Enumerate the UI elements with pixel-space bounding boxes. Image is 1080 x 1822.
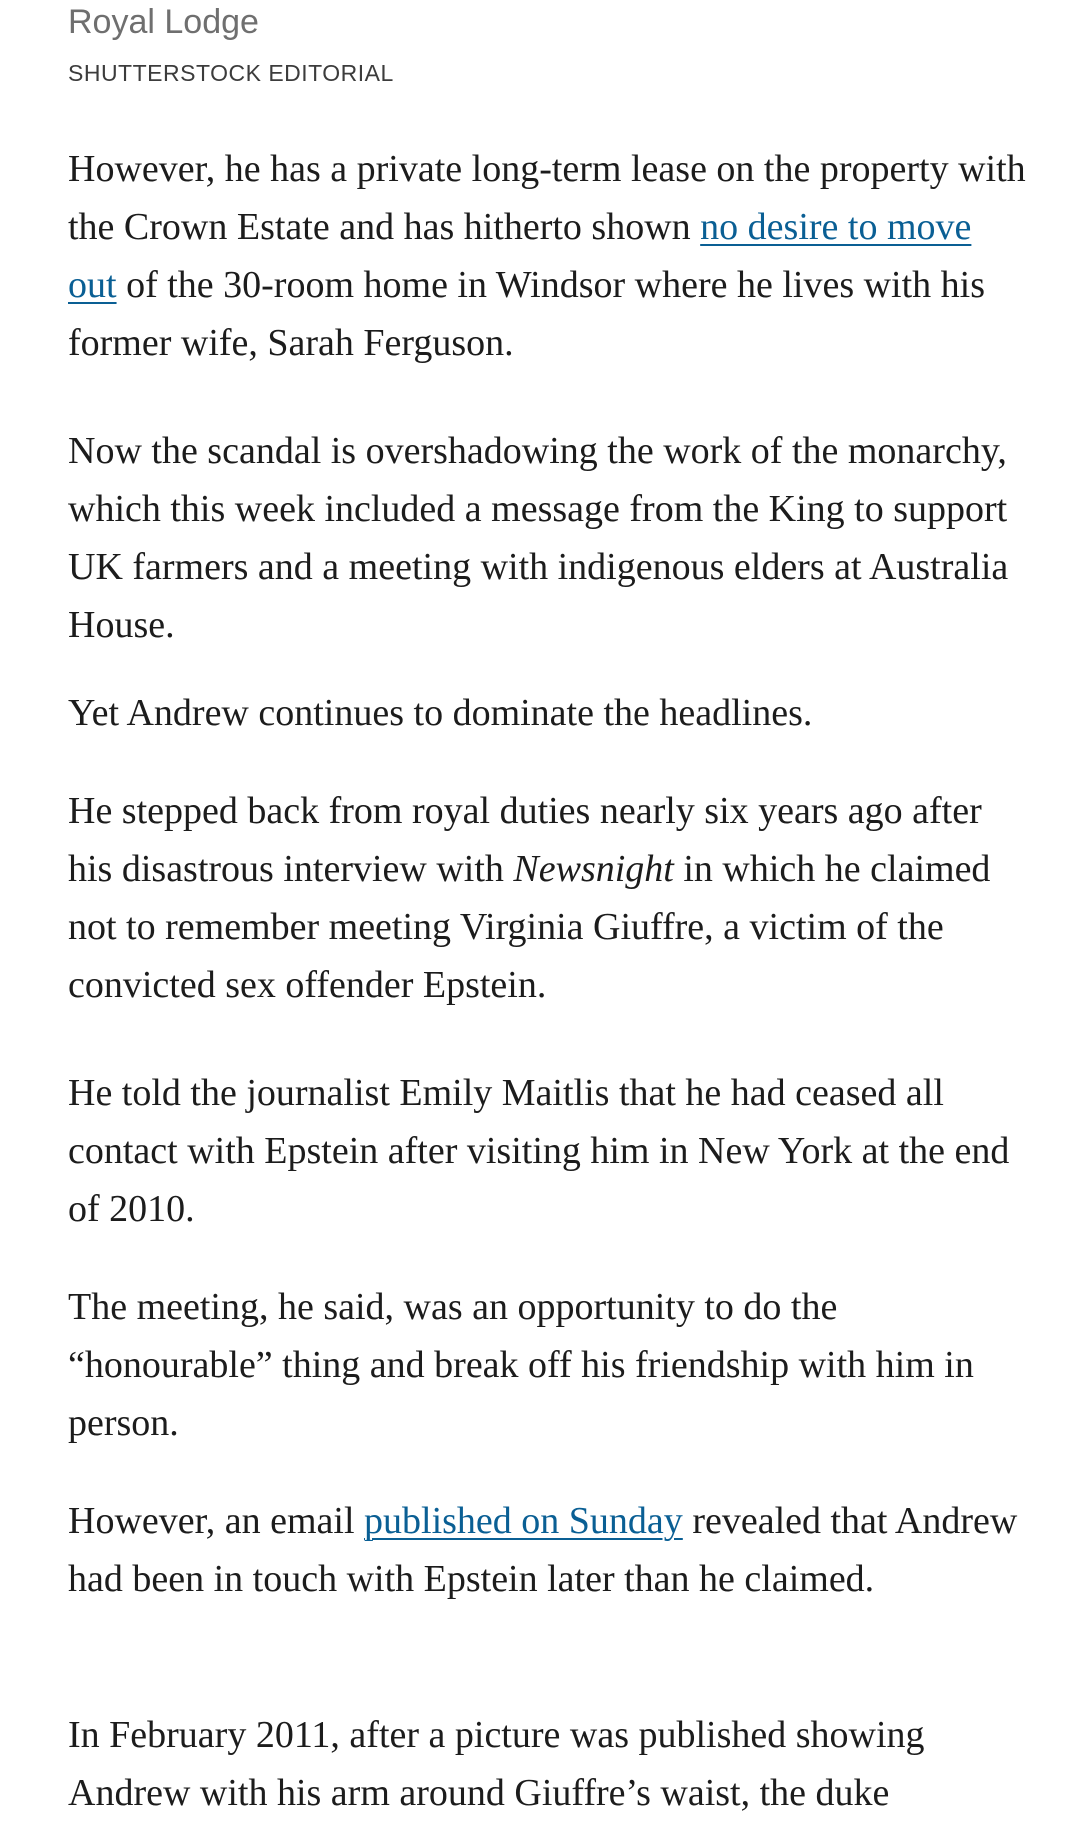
article-paragraph [68,140,1028,372]
article-paragraph: Now the scandal is overshadowing the work of the monarchy, which this week included a message from the King to support UK farmers and a meeting with indigenous elders at Australia House. [68,430,1009,646]
image-credit: SHUTTERSTOCK EDITORIAL [68,60,394,86]
paragraph-text: revealed that Andrew had been in touch with Epstein later than he claimed. [68,1500,1018,1600]
link-no-desire-to-move-out[interactable]: no desire to move out [68,206,972,306]
image-caption-title: Royal Lodge [68,3,259,41]
article-paragraph: In February 2011, after a picture was published showing Andrew with his arm around Giuffre’s waist, the duke [68,1714,925,1814]
article-paragraph: Yet Andrew continues to dominate the headlines. [68,692,813,734]
paragraph-text: However, he has a private long-term lease on the property with the Crown Estate and has hitherto shown [68,148,1026,248]
paragraph-text: However, an email [68,1500,365,1542]
paragraph-text: in which he claimed not to remember meeting Virginia Giuffre, a victim of the convicted sex offender Epstein. [68,848,991,1006]
paragraph-text: He stepped back from royal duties nearly six years ago after his disastrous interview with [68,790,982,890]
link-published-on-sunday[interactable]: published on Sunday [364,1500,683,1542]
article-paragraph: He told the journalist Emily Maitlis that he had ceased all contact with Epstein after visiting him in New York at the end of 2010. [68,1072,1010,1230]
article-paragraph [68,782,1028,1014]
article-paragraph [68,1492,1028,1608]
programme-name: Newsnight [513,848,674,890]
paragraph-text: of the 30-room home in Windsor where he lives with his former wife, Sarah Ferguson. [68,264,986,364]
article-paragraph: The meeting, he said, was an opportunity to do the “honourable” thing and break off his friendship with him in person. [68,1286,974,1444]
